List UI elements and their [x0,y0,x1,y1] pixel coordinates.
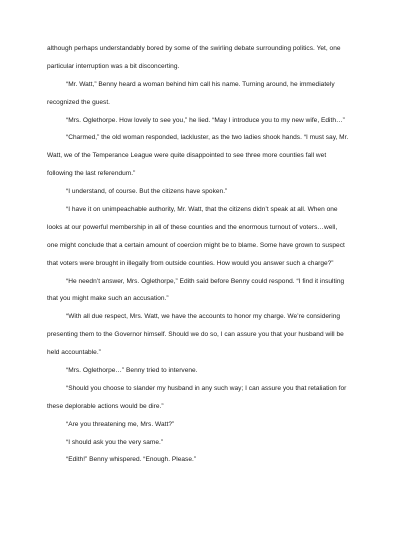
text-line: although perhaps understandably bored by some of the swirling debate surrounding politics. Yet, one [47,45,341,52]
text-line: “He needn’t answer, Mrs. Oglethorpe,” Edith said before Benny could respond. “I find it insulting [66,277,345,285]
text-line: held accountable.” [47,349,101,357]
text-line: “Should you choose to slander my husband in any such way; I can assure you that retaliation for [66,384,347,392]
text-line: “I should ask you the very same.” [66,438,164,446]
text-line: “With all due respect, Mrs. Watt, we have the accounts to honor my charge. We’re considering [66,313,341,321]
text-line: “Edith!” Benny whispered. “Enough. Please.” [66,456,197,464]
text-line: Watt, we of the Temperance League were quite disappointed to see three more counties fall wet [47,152,327,160]
text-line: “Mrs. Oglethorpe…” Benny tried to intervene. [66,367,198,375]
text-line: that voters were brought in illegally from outside counties. How would you answer such a charge?” [47,259,334,267]
text-line: “Are you threatening me, Mrs. Watt?” [66,420,175,428]
body-text [47,40,379,469]
text-line: “Mrs. Oglethorpe. How lovely to see you,” he lied. “May I introduce you to my new wife, Edith…” [66,116,345,124]
text-line: recognized the guest. [47,98,111,106]
text-line: one might conclude that a certain amount of coercion might be to blame. Some have grown to suspect [47,241,345,249]
text-line: “Mr. Watt,” Benny heard a woman behind him call his name. Turning around, he immediately [66,80,335,88]
text-line: “I have it on unimpeachable authority, Mr. Watt, that the citizens didn’t speak at all. When one [66,206,338,214]
text-line: these deplorable actions would be dire.” [47,402,164,410]
text-line: “Charmed,” the old woman responded, lackluster, as the two ladies shook hands. “I must say, Mr. [66,134,349,142]
text-line: “I understand, of course. But the citizens have spoken.” [66,188,228,196]
text-line: that you might make such an accusation.” [47,295,169,303]
text-line: following the last referendum.” [47,170,136,178]
text-line: presenting them to the Governor himself. Should we do so, I can assure you that your husband will be [47,331,344,339]
text-line: particular interruption was a bit disconcerting. [47,62,180,70]
text-line: looks at our powerful membership in all of these counties and the enormous turnout of voters…well, [47,223,338,231]
